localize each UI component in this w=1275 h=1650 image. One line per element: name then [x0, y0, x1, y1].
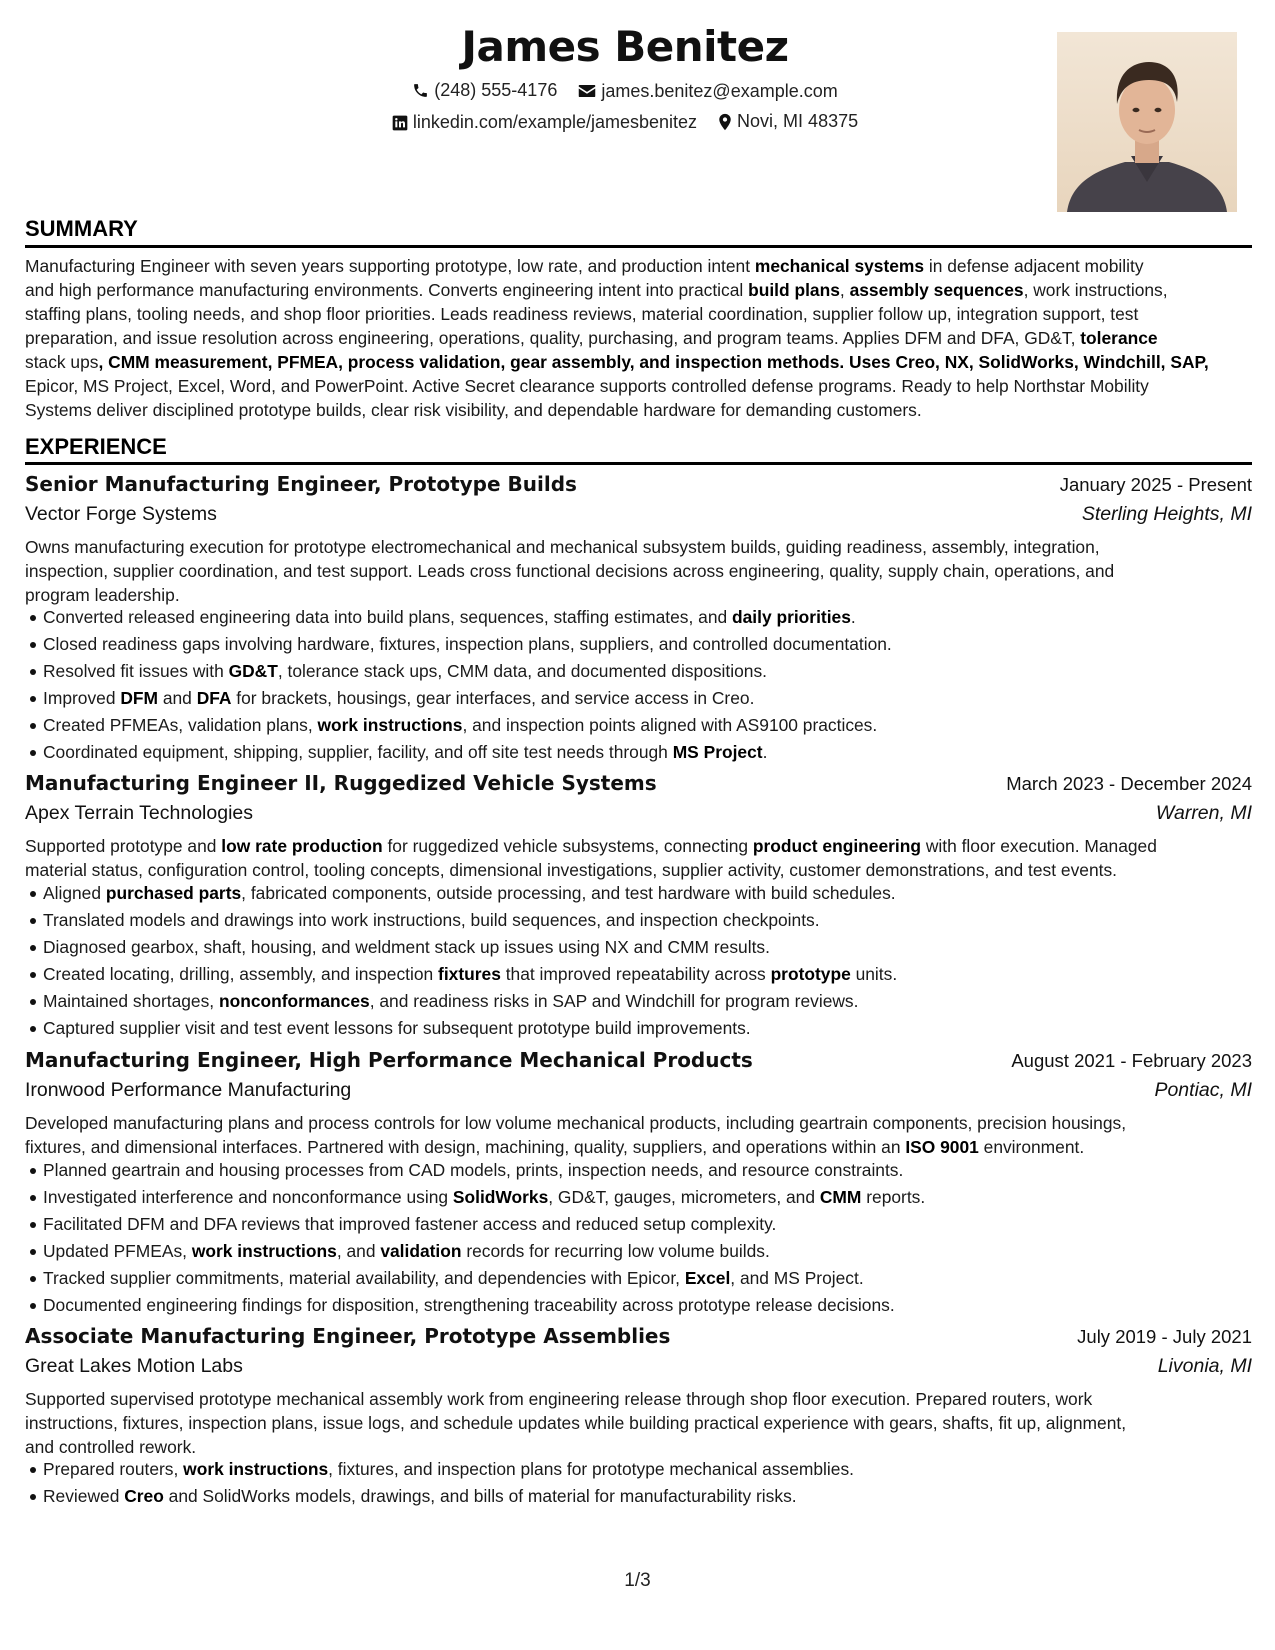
emphasis-text: Excel	[684, 1268, 731, 1288]
emphasis-text: Creo	[124, 1486, 164, 1506]
text-run: staffing plans, tooling needs, and shop floor priorities. Leads readiness reviews, material coordination, supplier follow up, integration support, test	[25, 304, 1139, 324]
emphasis-text: purchased parts	[105, 883, 242, 903]
text-run: fixtures, and dimensional interfaces. Partnered with design, machining, quality, suppliers, and operations within an	[25, 1137, 906, 1157]
text-line	[25, 254, 1252, 278]
emphasis-text: DFA	[196, 688, 232, 708]
emphasis-text: work instructions	[191, 1241, 337, 1261]
emphasis-text: GD&T	[228, 661, 278, 681]
profile-photo	[1057, 32, 1237, 212]
job-description	[25, 834, 1252, 882]
job-title: Senior Manufacturing Engineer, Prototype Builds	[25, 472, 577, 496]
text-run: Supported prototype and	[25, 836, 222, 856]
contact-line-2	[25, 111, 1225, 136]
text-run: Updated PFMEAs,	[43, 1241, 192, 1261]
text-line	[25, 278, 1252, 302]
bullet-item	[43, 934, 1270, 961]
text-run: Resolved fit issues with	[43, 661, 229, 681]
text-run: material status, configuration control, tooling concepts, dimensional investigations, supplier activity, customer demonstrations, and test events.	[25, 860, 1117, 880]
text-run: and SolidWorks models, drawings, and bills of material for manufacturability risks.	[163, 1486, 797, 1506]
company-name: Great Lakes Motion Labs	[25, 1355, 243, 1377]
job-description	[25, 535, 1252, 607]
text-run: , and MS Project.	[730, 1268, 864, 1288]
text-run: Reviewed	[43, 1486, 125, 1506]
linkedin-item[interactable]	[392, 112, 697, 133]
text-run: Developed manufacturing plans and process controls for low volume mechanical products, including geartrain components, precision housings,	[25, 1113, 1127, 1133]
text-run: that improved repeatability across	[500, 964, 771, 984]
text-run: , fixtures, and inspection plans for prototype mechanical assemblies.	[328, 1459, 854, 1479]
text-run: , and readiness risks in SAP and Windchill for program reviews.	[369, 991, 859, 1011]
text-line	[25, 326, 1252, 350]
emphasis-text: prototype	[770, 964, 851, 984]
emphasis-text: MS Project	[672, 742, 763, 762]
linkedin-url: linkedin.com/example/jamesbenitez	[412, 112, 698, 132]
text-line	[25, 1411, 1252, 1435]
summary-text	[25, 254, 1252, 422]
text-run: ,	[839, 280, 850, 300]
text-line	[25, 834, 1252, 858]
job-bullets	[25, 1157, 1270, 1319]
bullet-item	[43, 1292, 1270, 1319]
text-line	[25, 350, 1252, 374]
company-name: Apex Terrain Technologies	[25, 802, 254, 824]
resume-page	[25, 0, 1252, 1650]
job-title: Associate Manufacturing Engineer, Prototype Assemblies	[25, 1324, 671, 1348]
bullet-item	[43, 988, 1270, 1015]
emphasis-text: CMM	[819, 1187, 862, 1207]
bullet-item	[43, 1015, 1270, 1042]
text-line	[25, 374, 1252, 398]
job-location: Sterling Heights, MI	[1081, 503, 1252, 525]
envelope-icon	[578, 83, 596, 99]
text-run: Investigated interference and nonconformance using	[43, 1187, 453, 1207]
text-run: in defense adjacent mobility	[924, 256, 1144, 276]
text-run: program leadership.	[25, 585, 180, 605]
job-title: Manufacturing Engineer, High Performance Mechanical Products	[25, 1048, 753, 1072]
location-text: Novi, MI 48375	[737, 111, 859, 131]
text-run: , tolerance stack ups, CMM data, and documented dispositions.	[277, 661, 767, 681]
text-run: , and inspection points aligned with AS9100 practices.	[462, 715, 878, 735]
bullet-item	[43, 961, 1270, 988]
bullet-item	[43, 880, 1270, 907]
emphasis-text: tolerance	[1080, 328, 1158, 348]
text-run: , and	[336, 1241, 381, 1261]
bullet-item	[43, 604, 1270, 631]
text-run: Created locating, drilling, assembly, and inspection	[43, 964, 439, 984]
text-line	[25, 1387, 1252, 1411]
bullet-item	[43, 712, 1270, 739]
text-line	[25, 398, 1252, 422]
text-line	[25, 858, 1252, 882]
text-line	[25, 535, 1252, 559]
text-run: Documented engineering findings for disposition, strengthening traceability across prototype release decisions.	[43, 1295, 895, 1315]
bullet-item	[43, 1184, 1270, 1211]
text-run: for ruggedized vehicle subsystems, connecting	[382, 836, 753, 856]
phone-item[interactable]	[412, 80, 557, 101]
job-description	[25, 1387, 1252, 1459]
text-run: Aligned	[43, 883, 106, 903]
text-line	[25, 1135, 1252, 1159]
emphasis-text: build plans	[748, 280, 840, 300]
job-bullets	[25, 880, 1270, 1042]
experience-heading: EXPERIENCE	[25, 434, 167, 459]
text-run: Closed readiness gaps involving hardware, fixtures, inspection plans, suppliers, and controlled documentation.	[43, 634, 892, 654]
text-run: reports.	[861, 1187, 926, 1207]
emphasis-text: nonconformances	[218, 991, 370, 1011]
text-run: Converted released engineering data into build plans, sequences, staffing estimates, and	[43, 607, 732, 627]
experience-divider	[25, 462, 1252, 465]
text-run: instructions, fixtures, inspection plans, issue logs, and schedule updates while building practical experience with gears, shafts, fit up, alignment,	[25, 1413, 1127, 1433]
bullet-item	[43, 631, 1270, 658]
text-run: , work instructions,	[1023, 280, 1168, 300]
text-run: records for recurring low volume builds.	[461, 1241, 770, 1261]
text-line	[25, 302, 1252, 326]
text-run: Systems deliver disciplined prototype builds, clear risk visibility, and dependable hardware for demanding customers.	[25, 400, 922, 420]
emphasis-text: low rate production	[221, 836, 383, 856]
text-run: Maintained shortages,	[43, 991, 219, 1011]
bullet-item	[43, 1265, 1270, 1292]
emphasis-text: work instructions	[317, 715, 463, 735]
emphasis-text: SolidWorks	[452, 1187, 549, 1207]
text-run: Epicor, MS Project, Excel, Word, and PowerPoint. Active Secret clearance supports controlled defense programs. Ready to help Northstar Mobility	[25, 376, 1149, 396]
bullet-item	[43, 1211, 1270, 1238]
text-run: environment.	[978, 1137, 1085, 1157]
text-run: Coordinated equipment, shipping, supplier, facility, and off site test needs through	[43, 742, 673, 762]
emphasis-text: , CMM measurement, PFMEA, process validation, gear assembly, and inspection methods. Uses Creo, NX, SolidWorks, Windchill, SAP,	[98, 352, 1209, 372]
text-run: and	[158, 688, 197, 708]
contact-line-1	[25, 80, 1225, 104]
text-run: , GD&T, gauges, micrometers, and	[548, 1187, 820, 1207]
job-bullets	[25, 1456, 1270, 1510]
text-run: units.	[850, 964, 898, 984]
text-run: .	[762, 742, 768, 762]
text-run: Diagnosed gearbox, shaft, housing, and weldment stack up issues using NX and CMM results.	[43, 937, 770, 957]
emphasis-text: mechanical systems	[754, 256, 925, 276]
text-run: Prepared routers,	[43, 1459, 184, 1479]
text-run: with floor execution. Managed	[921, 836, 1157, 856]
text-run: preparation, and issue resolution across engineering, operations, quality, purchasing, and program teams. Applies DFM and DFA, GD&T,	[25, 328, 1081, 348]
text-run: Manufacturing Engineer with seven years supporting prototype, low rate, and production intent	[25, 256, 755, 276]
email-item[interactable]	[578, 81, 837, 102]
job-dates: August 2021 - February 2023	[1011, 1050, 1252, 1071]
job-location: Pontiac, MI	[1154, 1079, 1252, 1101]
job-dates: January 2025 - Present	[1059, 474, 1252, 495]
text-run: , fabricated components, outside processing, and test hardware with build schedules.	[241, 883, 896, 903]
bullet-item	[43, 1238, 1270, 1265]
emphasis-text: daily priorities	[732, 607, 851, 627]
text-run: Improved	[43, 688, 121, 708]
emphasis-text: work instructions	[183, 1459, 329, 1479]
text-run: and high performance manufacturing environments. Converts engineering intent into practical	[25, 280, 749, 300]
text-run: Created PFMEAs, validation plans,	[43, 715, 318, 735]
company-name: Vector Forge Systems	[25, 503, 217, 525]
map-pin-icon	[718, 113, 732, 131]
job-location: Livonia, MI	[1157, 1355, 1252, 1377]
company-name: Ironwood Performance Manufacturing	[25, 1079, 352, 1101]
phone-number: (248) 555-4176	[434, 80, 558, 100]
job-title: Manufacturing Engineer II, Ruggedized Vehicle Systems	[25, 771, 657, 795]
text-run: inspection, supplier coordination, and test support. Leads cross functional decisions across engineering, quality, supply chain, operations, and	[25, 561, 1115, 581]
text-run: for brackets, housings, gear interfaces, and service access in Creo.	[231, 688, 755, 708]
emphasis-text: validation	[380, 1241, 462, 1261]
emphasis-text: DFM	[120, 688, 158, 708]
phone-icon	[412, 82, 429, 99]
bullet-item	[43, 685, 1270, 712]
job-dates: March 2023 - December 2024	[1006, 773, 1252, 794]
text-line	[25, 559, 1252, 583]
bullet-item	[43, 739, 1270, 766]
text-run: Owns manufacturing execution for prototype electromechanical and mechanical subsystem builds, guiding readiness, assembly, integration,	[25, 537, 1100, 557]
emphasis-text: assembly sequences	[849, 280, 1024, 300]
text-run: Facilitated DFM and DFA reviews that improved fastener access and reduced setup complexity.	[43, 1214, 777, 1234]
text-run: Supported supervised prototype mechanical assembly work from engineering release through shop floor execution. Prepared routers, work	[25, 1389, 1093, 1409]
emphasis-text: fixtures	[438, 964, 501, 984]
bullet-item	[43, 1157, 1270, 1184]
bullet-item	[43, 658, 1270, 685]
summary-heading: SUMMARY	[25, 216, 138, 241]
linkedin-icon	[392, 115, 408, 131]
job-location: Warren, MI	[1155, 802, 1252, 824]
job-bullets	[25, 604, 1270, 766]
text-run: .	[850, 607, 856, 627]
text-run: Tracked supplier commitments, material availability, and dependencies with Epicor,	[43, 1268, 685, 1288]
text-run: Captured supplier visit and test event lessons for subsequent prototype build improvements.	[43, 1018, 751, 1038]
job-dates: July 2019 - July 2021	[1077, 1326, 1252, 1347]
text-run: Translated models and drawings into work instructions, build sequences, and inspection checkpoints.	[43, 910, 820, 930]
bullet-item	[43, 1483, 1270, 1510]
job-description	[25, 1111, 1252, 1159]
page-number: 1/3	[624, 1570, 651, 1591]
summary-divider	[25, 245, 1252, 248]
text-run: and controlled rework.	[25, 1437, 197, 1457]
text-run: Planned geartrain and housing processes from CAD models, prints, inspection needs, and resource constraints.	[43, 1160, 904, 1180]
candidate-name: James Benitez	[461, 22, 789, 71]
bullet-item	[43, 907, 1270, 934]
text-line	[25, 1111, 1252, 1135]
email-address: james.benitez@example.com	[601, 80, 838, 101]
emphasis-text: ISO 9001	[905, 1137, 979, 1157]
bullet-item	[43, 1456, 1270, 1483]
text-run: stack ups	[25, 352, 99, 372]
location-item	[718, 111, 858, 132]
emphasis-text: product engineering	[752, 836, 921, 856]
